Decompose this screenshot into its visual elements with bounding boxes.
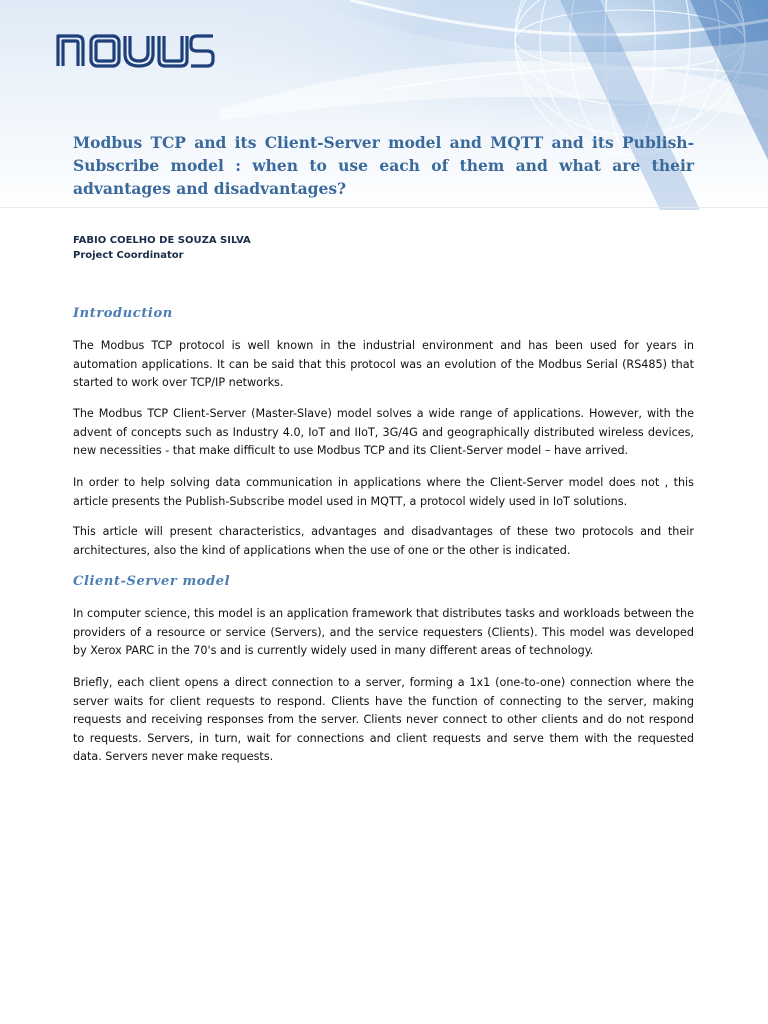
paragraph: In computer science, this model is an application framework that distributes tasks and workloads between the providers of a resource or service (Servers), and the service requesters (Clients). This model was developed by Xerox PARC in the 70's and is currently widely used in many different areas of technology. [73,607,694,658]
section-heading-introduction: Introduction [73,306,173,321]
document-title: Modbus TCP and its Client-Server model and MQTT and its Publish-Subscribe model : when to use each of them and what are their advantages and disadvantages? [73,133,694,198]
paragraph: The Modbus TCP protocol is well known in the industrial environment and has been used for years in automation applications. It can be said that this protocol was an evolution of the Modbus Serial (RS485) that started to work over TCP/IP networks. [73,339,694,390]
author-role: Project Coordinator [73,250,184,261]
paragraph: Briefly, each client opens a direct connection to a server, forming a 1x1 (one-to-one) connection where the server waits for client requests to respond. Clients have the function of connecting to the server, making requests and receiving responses from the server. Clients never connect to other clients and do not respond to requests. Servers, in turn, wait for connections and client requests and serve them with the requested data. Servers never make requests. [73,676,694,764]
paragraph: The Modbus TCP Client-Server (Master-Slave) model solves a wide range of applications. However, with the advent of concepts such as Industry 4.0, IoT and IIoT, 3G/4G and geographically distributed wireless devices, new necessities - that make difficult to use Modbus TCP and its Client-Server model – have arrived. [73,407,694,458]
section-heading-client-server: Client-Server model [73,574,231,589]
page-header [0,0,768,210]
paragraph: In order to help solving data communication in applications where the Client-Server model does not , this article presents the Publish-Subscribe model used in MQTT, a protocol widely used in IoT solutions. [73,476,694,508]
paragraph: This article will present characteristics, advantages and disadvantages of these two protocols and their architectures, also the kind of applications when the use of one or the other is indicated. [73,525,694,557]
header-divider [0,207,768,208]
novus-logo [55,32,215,70]
author-block [73,233,251,263]
author-name: FABIO COELHO DE SOUZA SILVA [73,235,251,246]
